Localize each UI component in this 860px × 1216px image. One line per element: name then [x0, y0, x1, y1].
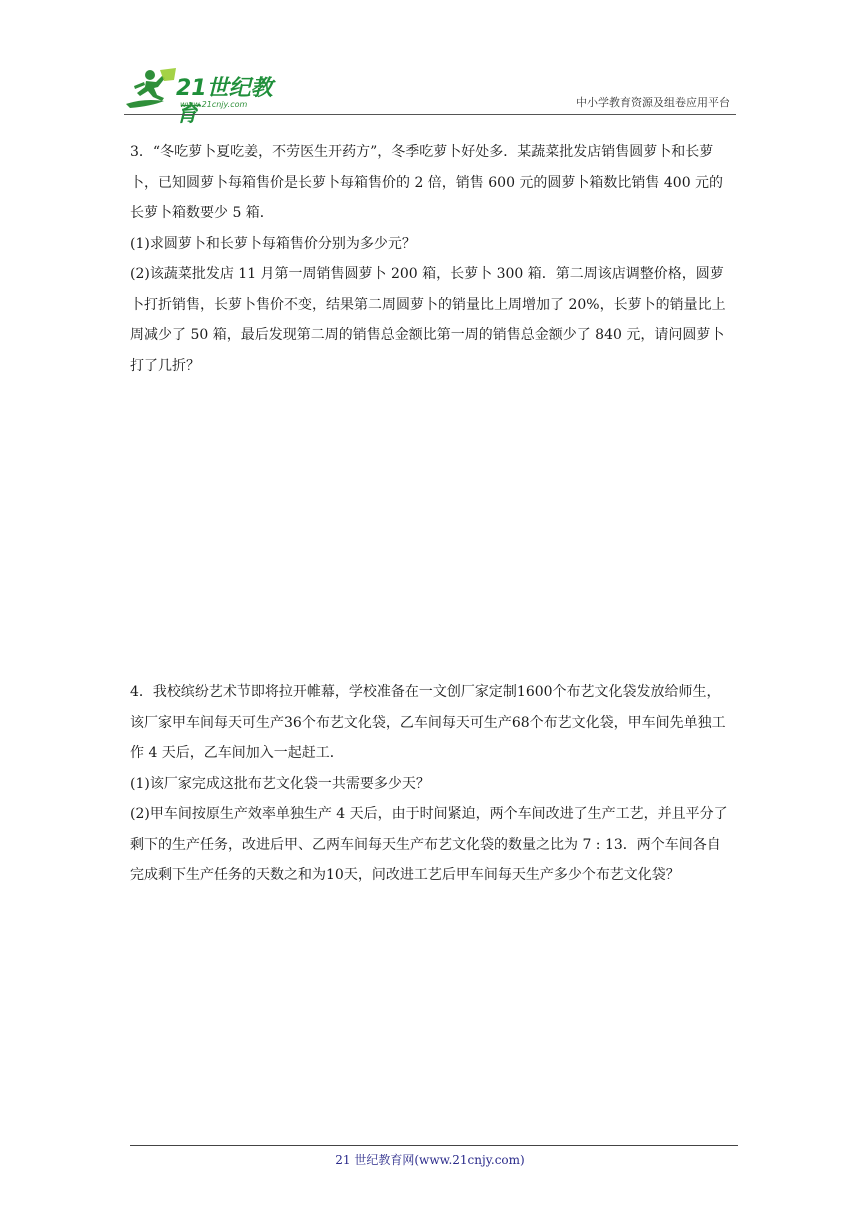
question-3-part-2: (2)该蔬菜批发店 11 月第一周销售圆萝卜 200 箱，长萝卜 300 箱．第二周该店调整价格，圆萝卜打折销售，长萝卜售价不变，结果第二周圆萝卜的销量比上周增加了 20%，长萝卜的销量比上周减少了 50 箱，最后发现第二周的销售总金额比第一周的销售总金额少了 840 元，请问圆萝卜打了几折？ — [130, 266, 726, 374]
runner-icon — [124, 68, 180, 112]
header-tagline: 中小学教育资源及组卷应用平台 — [576, 96, 730, 109]
logo-text: 21世纪教育 — [176, 76, 273, 127]
question-3 — [130, 137, 732, 381]
footer-divider — [130, 1145, 738, 1146]
page-header — [124, 66, 736, 127]
logo — [124, 66, 294, 127]
question-3-stem: 3．“冬吃萝卜夏吃姜，不劳医生开药方”，冬季吃萝卜好处多．某蔬菜批发店销售圆萝卜和长萝卜，已知圆萝卜每箱售价是长萝卜每箱售价的 2 倍，销售 600 元的圆萝卜箱数比销售 400 元的长萝卜箱数要少 5 箱． — [130, 144, 724, 221]
question-3-part-1: (1)求圆萝卜和长萝卜每箱售价分别为多少元？ — [130, 235, 416, 252]
question-4-part-1: (1)该厂家完成这批布艺文化袋一共需要多少天？ — [130, 775, 430, 792]
header-divider — [124, 114, 736, 115]
footer-source: 21 世纪教育网(www.21cnjy.com) — [335, 1153, 525, 1167]
question-4-part-2: (2)甲车间按原生产效率单独生产 4 天后，由于时间紧迫，两个车间改进了生产工艺，并且平分了剩下的生产任务，改进后甲、乙两车间每天生产布艺文化袋的数量之比为 7 : 13．两个车间各自完成剩下生产任务的天数之和为10天，问改进工艺后甲车间每天生产多少个布艺文化袋？ — [130, 806, 728, 883]
question-4-stem: 4．我校缤纷艺术节即将拉开帷幕，学校准备在一文创厂家定制1600个布艺文化袋发放给师生，该厂家甲车间每天可生产36个布艺文化袋，乙车间每天可生产68个布艺文化袋，甲车间先单独工作 4 天后，乙车间加入一起赶工． — [130, 684, 726, 761]
question-4 — [130, 677, 732, 891]
logo-url: www.21cnjy.com — [180, 100, 248, 109]
